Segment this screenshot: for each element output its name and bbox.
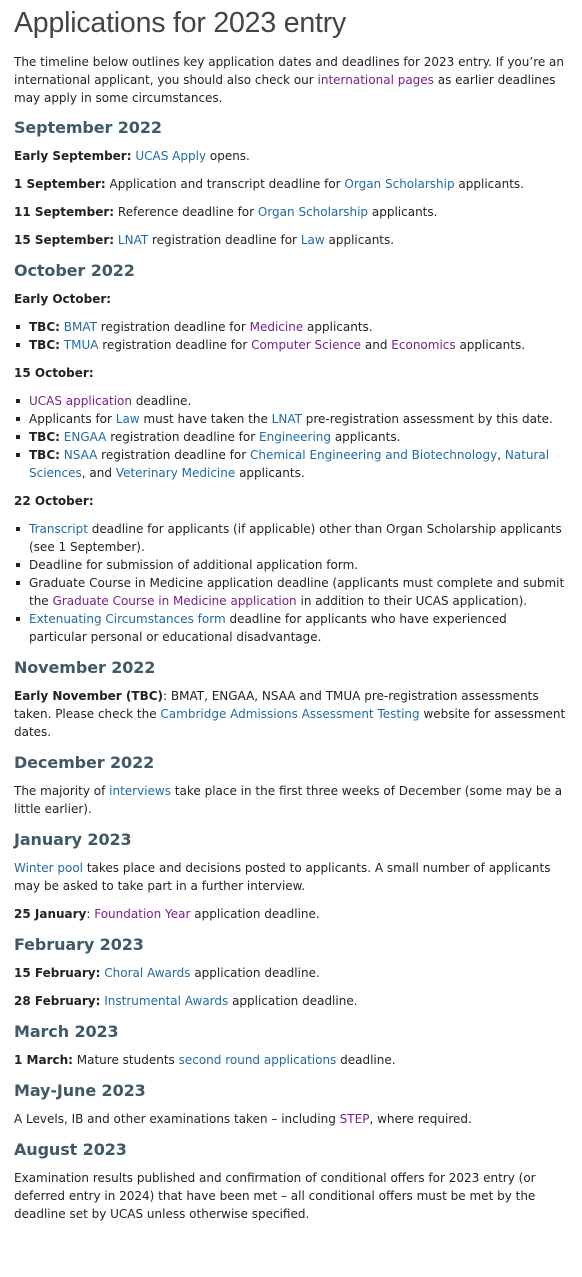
second-round-applications-link[interactable]: second round applications <box>178 1053 337 1067</box>
list-item <box>29 556 568 574</box>
entry-text: registration deadline for <box>148 233 301 247</box>
entry-date: 15 February: <box>14 966 101 980</box>
section-heading: February 2023 <box>14 935 144 954</box>
ucas-application-link[interactable]: UCAS application <box>29 394 132 408</box>
interviews-link[interactable]: interviews <box>109 784 171 798</box>
entry-text: applicants. <box>324 233 395 247</box>
section-heading: January 2023 <box>14 830 132 849</box>
entry-date: 22 October: <box>14 494 94 508</box>
ucas-apply-link[interactable]: UCAS Apply <box>135 149 207 163</box>
section-heading: November 2022 <box>14 658 156 677</box>
section-october-2022 <box>14 261 568 646</box>
entry-text: applicants. <box>303 320 373 334</box>
lnat-link[interactable]: LNAT <box>271 412 302 426</box>
entry-text: and <box>361 338 392 352</box>
section-december-2022 <box>14 753 568 818</box>
instrumental-awards-link[interactable]: Instrumental Awards <box>104 994 229 1008</box>
entry-text: : BMAT, ENGAA, NSAA and TMUA pre-registration assessments taken. Please check the <box>14 689 539 721</box>
graduate-course-medicine-link[interactable]: Graduate Course in Medicine application <box>52 594 297 608</box>
tbc-label: TBC: <box>29 338 60 352</box>
entry-text: website for assessment dates. <box>14 707 566 739</box>
section-september-2022 <box>14 118 568 249</box>
subheading-15-october <box>14 364 568 382</box>
intro-text-end: as earlier deadlines may apply in some circumstances. <box>14 73 556 105</box>
section-november-2022 <box>14 658 568 741</box>
tbc-label: TBC: <box>29 448 60 462</box>
choral-awards-link[interactable]: Choral Awards <box>104 966 191 980</box>
timeline-entry <box>14 231 568 249</box>
entry-text: application deadline. <box>190 907 320 921</box>
international-pages-link[interactable]: international pages <box>317 73 434 87</box>
tbc-label: TBC: <box>29 320 60 334</box>
computer-science-link[interactable]: Computer Science <box>251 338 362 352</box>
list-item <box>29 410 568 428</box>
transcript-link[interactable]: Transcript <box>29 522 88 536</box>
engineering-link[interactable]: Engineering <box>259 430 331 444</box>
entry-text: Graduate Course in Medicine application deadline (applicants must complete and submit the <box>29 576 565 608</box>
page-title: Applications for 2023 entry <box>14 7 347 39</box>
entry-date: Early October: <box>14 292 112 306</box>
section-heading: December 2022 <box>14 753 155 772</box>
economics-link[interactable]: Economics <box>391 338 456 352</box>
entry-text: deadline for applicants who have experienced particular personal or educational disadvantage. <box>29 612 507 644</box>
section-august-2023 <box>14 1140 568 1223</box>
entry-text: applicants. <box>455 338 526 352</box>
entry-text: : <box>86 907 95 921</box>
extenuating-circumstances-link[interactable]: Extenuating Circumstances form <box>29 612 226 626</box>
admissions-testing-link[interactable]: Cambridge Admissions Assessment Testing <box>160 707 420 721</box>
bmat-link[interactable]: BMAT <box>63 320 97 334</box>
lnat-link[interactable]: LNAT <box>117 233 149 247</box>
entry-text: , <box>497 448 505 462</box>
entry-text: Applicants for <box>29 412 116 426</box>
subheading-22-october <box>14 492 568 510</box>
entry-date: 28 February: <box>14 994 101 1008</box>
entry-date: 11 September: <box>14 205 115 219</box>
entry-text: registration deadline for <box>96 320 250 334</box>
section-march-2023 <box>14 1022 568 1069</box>
veterinary-medicine-link[interactable]: Veterinary Medicine <box>115 466 236 480</box>
entry-text: Mature students <box>72 1053 179 1067</box>
section-heading: September 2022 <box>14 118 162 137</box>
law-link[interactable]: Law <box>115 412 140 426</box>
timeline-entry <box>14 1051 568 1069</box>
section-heading: March 2023 <box>14 1022 119 1041</box>
list-item <box>29 318 568 336</box>
step-link[interactable]: STEP <box>339 1112 370 1126</box>
timeline-entry <box>14 905 568 923</box>
entry-date: 25 January <box>14 907 87 921</box>
entry-text: registration deadline for <box>98 338 252 352</box>
timeline-entry <box>14 782 568 818</box>
tmua-link[interactable]: TMUA <box>63 338 99 352</box>
medicine-link[interactable]: Medicine <box>249 320 304 334</box>
section-heading: August 2023 <box>14 1140 127 1159</box>
entry-text: deadline. <box>132 394 192 408</box>
entry-text: opens. <box>206 149 250 163</box>
intro-text: The timeline below outlines key application dates and deadlines for 2023 entry. If you’re an international applicant, you should also check our <box>14 55 565 87</box>
engaa-link[interactable]: ENGAA <box>63 430 107 444</box>
law-link[interactable]: Law <box>300 233 325 247</box>
entry-text: applicants. <box>235 466 305 480</box>
timeline-entry <box>14 1110 568 1128</box>
entry-text: takes place and decisions posted to applicants. A small number of applicants may be asked to take part in a further interview. <box>14 861 551 893</box>
subheading-early-october <box>14 290 568 308</box>
section-february-2023 <box>14 935 568 1010</box>
entry-text: applicants. <box>368 205 438 219</box>
timeline-entry <box>14 859 568 895</box>
timeline-entry <box>14 687 568 741</box>
timeline-entry <box>14 992 568 1010</box>
entry-text: applicants. <box>454 177 524 191</box>
entry-text: deadline for applicants (if applicable) other than Organ Scholarship applicants (see 1 September). <box>29 522 562 554</box>
timeline-entry: Examination results published and confirmation of conditional offers for 2023 entry (or deferred entry in 2024) that have been met – all conditional offers must be met by the deadline set by UCAS unless otherwise specified. <box>14 1171 536 1221</box>
winter-pool-link[interactable]: Winter pool <box>14 861 84 875</box>
section-heading: October 2022 <box>14 261 135 280</box>
timeline-entry <box>14 175 568 193</box>
section-may-june-2023 <box>14 1081 568 1128</box>
timeline-entry <box>14 203 568 221</box>
entry-text: Reference deadline for <box>114 205 258 219</box>
entry-text: registration deadline for <box>106 430 259 444</box>
entry-text: deadline. <box>336 1053 396 1067</box>
organ-scholarship-link[interactable]: Organ Scholarship <box>344 177 455 191</box>
organ-scholarship-link[interactable]: Organ Scholarship <box>257 205 369 219</box>
entry-text: , where required. <box>369 1112 472 1126</box>
list-item <box>29 610 568 646</box>
entry-text: applicants. <box>331 430 401 444</box>
entry-date: Early November (TBC) <box>14 689 164 703</box>
entry-text: must have taken the <box>139 412 272 426</box>
entry-text: The majority of <box>14 784 110 798</box>
entry-text: registration deadline for <box>97 448 250 462</box>
list-item <box>29 574 568 610</box>
tbc-label: TBC: <box>29 430 60 444</box>
entry-date: Early September: <box>14 149 132 163</box>
entry-text: application deadline. <box>190 966 320 980</box>
entry-date: 1 September: <box>14 177 106 191</box>
entry-text: Deadline for submission of additional application form. <box>29 558 359 572</box>
list-item <box>29 446 568 482</box>
entry-text: pre-registration assessment by this date. <box>301 412 553 426</box>
entry-text: , and <box>81 466 116 480</box>
entry-text: application deadline. <box>228 994 358 1008</box>
section-january-2023 <box>14 830 568 923</box>
entry-date: 15 October: <box>14 366 94 380</box>
early-october-list <box>14 318 568 354</box>
list-item <box>29 428 568 446</box>
natural-sciences-link[interactable]: Natural Sciences <box>29 448 550 480</box>
intro-paragraph <box>14 53 568 107</box>
october-15-list <box>14 392 568 482</box>
timeline-entry <box>14 964 568 982</box>
entry-text: A Levels, IB and other examinations taken – including <box>14 1112 340 1126</box>
entry-date: 15 September: <box>14 233 115 247</box>
entry-date: 1 March: <box>14 1053 73 1067</box>
chemical-engineering-link[interactable]: Chemical Engineering and Biotechnology <box>249 448 498 462</box>
list-item <box>29 520 568 556</box>
foundation-year-link[interactable]: Foundation Year <box>94 907 191 921</box>
october-22-list <box>14 520 568 646</box>
section-heading: May-June 2023 <box>14 1081 146 1100</box>
timeline-entry <box>14 147 568 165</box>
list-item <box>29 392 568 410</box>
nsaa-link[interactable]: NSAA <box>63 448 98 462</box>
list-item <box>29 336 568 354</box>
entry-text: in addition to their UCAS application). <box>296 594 528 608</box>
entry-text: Application and transcript deadline for <box>105 177 345 191</box>
entry-text: take place in the first three weeks of December (some may be a little earlier). <box>14 784 563 816</box>
